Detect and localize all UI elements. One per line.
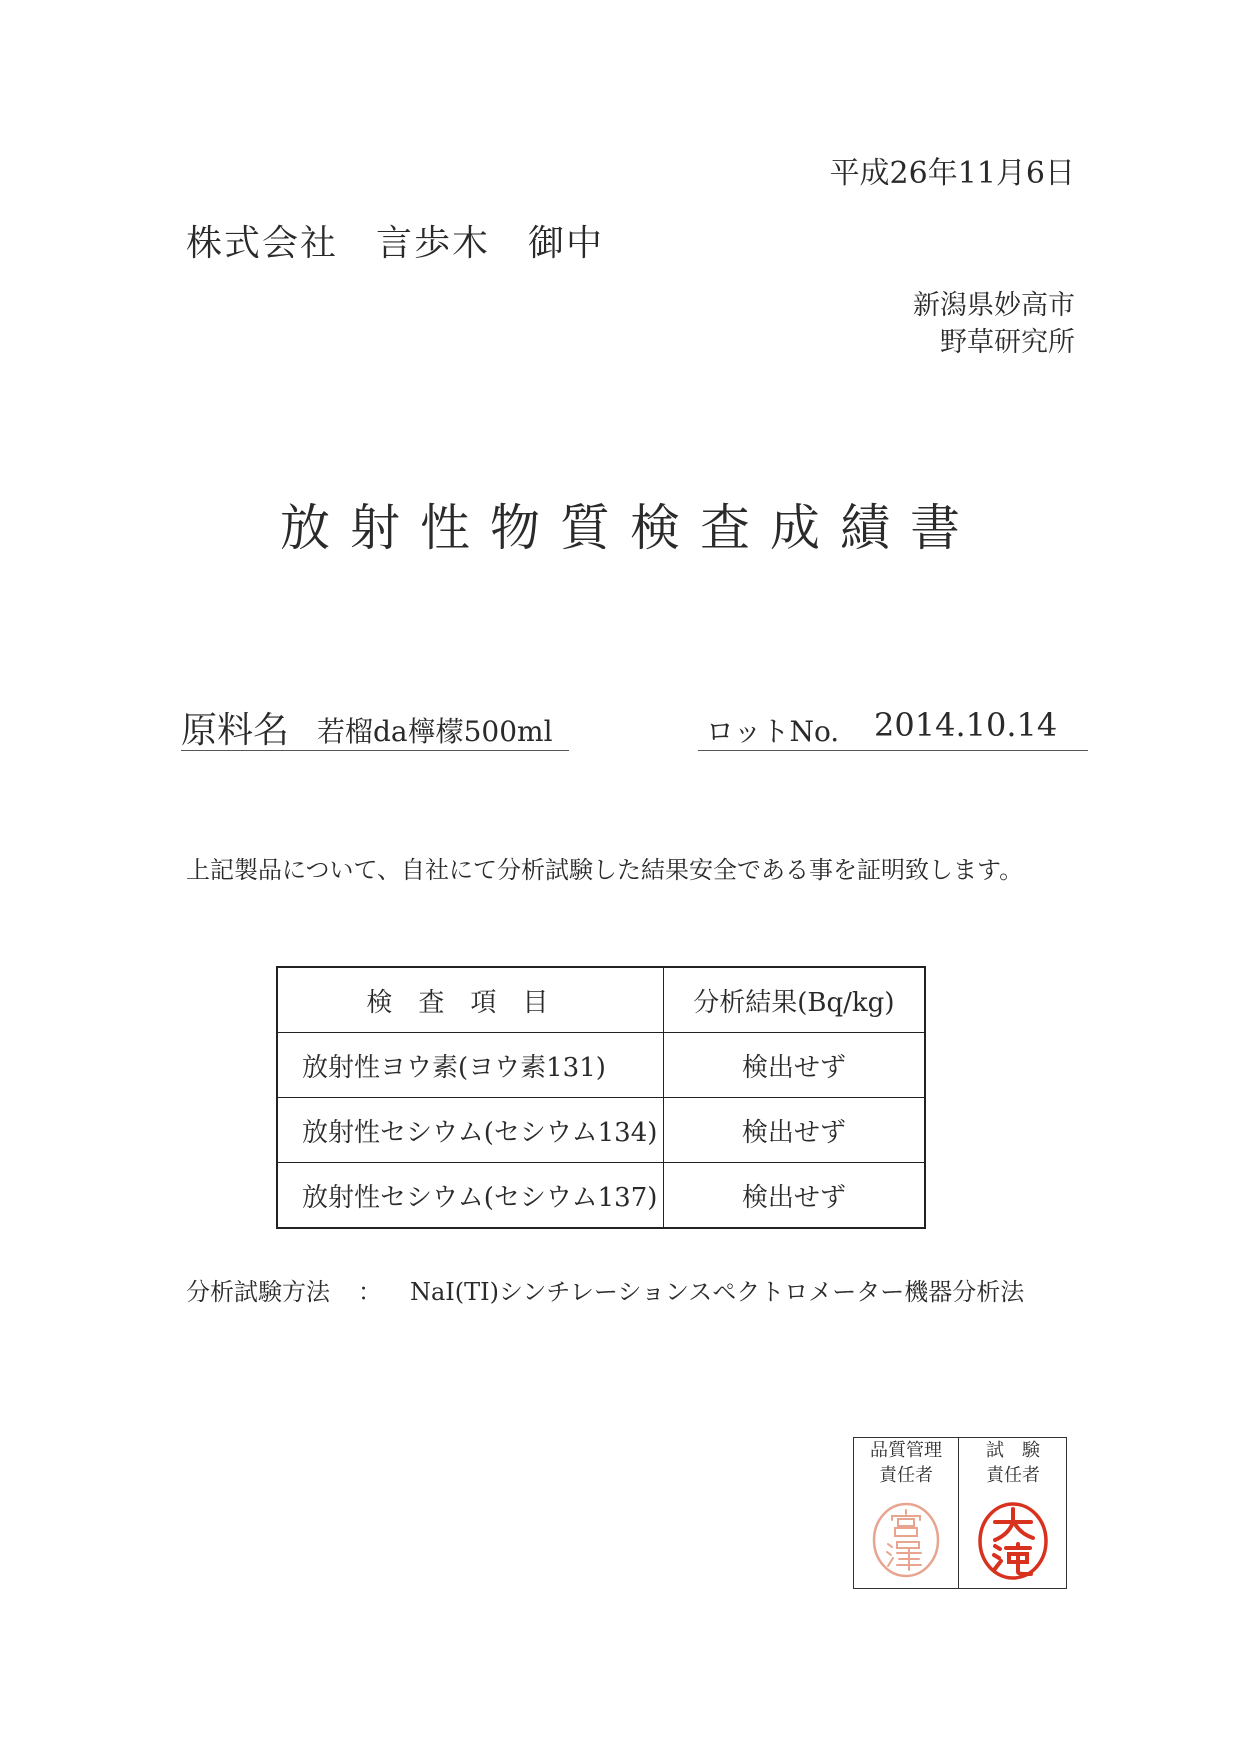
column-header-item: 検査項目 bbox=[277, 967, 663, 1033]
test-manager-title bbox=[960, 1438, 1066, 1488]
column-header-result: 分析結果(Bq/kg) bbox=[663, 967, 925, 1033]
table-row bbox=[277, 1033, 925, 1098]
recipient: 株式会社 言歩木 御中 bbox=[186, 223, 605, 264]
quality-manager-title-line1: 品質管理 bbox=[870, 1440, 942, 1461]
test-result: 検出せず bbox=[663, 1033, 925, 1098]
test-manager-seal bbox=[975, 1500, 1051, 1582]
test-result: 検出せず bbox=[663, 1098, 925, 1163]
method-value: NaI(TI)シンチレーションスペクトロメーター機器分析法 bbox=[410, 1278, 1025, 1306]
lot-number: 2014.10.14 bbox=[874, 706, 1058, 744]
document-title: 放射性物質検査成績書 bbox=[280, 499, 980, 557]
product-name: 若榴da檸檬500ml bbox=[317, 715, 553, 748]
test-item: 放射性セシウム(セシウム134) bbox=[277, 1098, 663, 1163]
approval-stamp-box bbox=[853, 1437, 1067, 1589]
quality-manager-title-line2: 責任者 bbox=[879, 1465, 933, 1486]
test-item: 放射性ヨウ素(ヨウ素131) bbox=[277, 1033, 663, 1098]
lot-label: ロットNo. bbox=[706, 715, 840, 748]
test-manager-title-line2: 責任者 bbox=[986, 1465, 1040, 1486]
quality-manager-seal bbox=[870, 1500, 942, 1580]
lot-field bbox=[698, 700, 1088, 751]
test-manager-seal-text bbox=[854, 1438, 856, 1439]
method-label: 分析試験方法 bbox=[186, 1278, 330, 1306]
method-separator: ： bbox=[358, 1278, 382, 1306]
product-label: 原料名 bbox=[181, 710, 290, 751]
certification-statement: 上記製品について、自社にて分析試験した結果安全である事を証明致します。 bbox=[186, 856, 1024, 884]
table-row bbox=[277, 1163, 925, 1229]
issuer-organization: 野草研究所 bbox=[940, 327, 1075, 358]
test-manager-title-line1: 試 験 bbox=[986, 1440, 1040, 1461]
test-result: 検出せず bbox=[663, 1163, 925, 1229]
table-header-row bbox=[277, 967, 925, 1033]
table-row bbox=[277, 1098, 925, 1163]
results-table bbox=[276, 966, 926, 1229]
document-date: 平成26年11月6日 bbox=[829, 156, 1075, 191]
product-field bbox=[181, 700, 569, 751]
quality-manager-title bbox=[854, 1438, 958, 1488]
analysis-method bbox=[186, 1272, 1024, 1307]
stamp-divider bbox=[958, 1438, 959, 1588]
issuer-location: 新潟県妙高市 bbox=[913, 290, 1075, 321]
test-item: 放射性セシウム(セシウム137) bbox=[277, 1163, 663, 1229]
